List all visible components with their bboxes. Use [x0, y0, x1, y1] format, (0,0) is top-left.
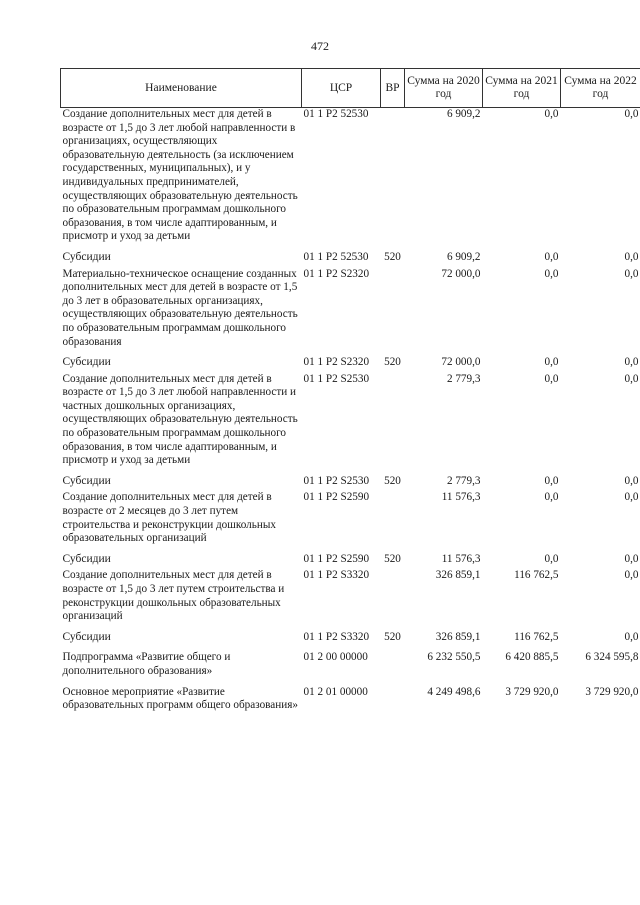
row-name: Субсидии: [62, 356, 111, 369]
row-csr: 01 1 Р2 S2530: [303, 372, 370, 385]
row-sum-2022: 0,0: [624, 356, 639, 369]
row-vr: [381, 268, 405, 353]
row-sum-2021: 0,0: [544, 108, 559, 120]
table-row: [61, 491, 640, 548]
row-vr: 520: [384, 356, 401, 369]
row-sum-2021: 0,0: [544, 356, 559, 369]
row-sum-2022: 0,0: [624, 474, 639, 487]
row-csr: 01 1 Р2 S2320: [303, 267, 370, 280]
row-sum-2022: 0,0: [624, 491, 639, 504]
row-name: Субсидии: [62, 552, 111, 565]
row-sum-2022: 0,0: [624, 250, 639, 263]
row-sum-2020: 326 859,1: [435, 630, 481, 643]
row-csr: 01 1 Р2 52530: [303, 250, 369, 263]
row-vr: 520: [384, 552, 401, 565]
row-vr: [381, 373, 405, 471]
budget-table: [60, 68, 640, 716]
row-name: Материально-техническое оснащение созданных дополнительных мест для детей в возрасте от 1,5 до 3 лет в образовательных организациях, осуществляющих образовательную деятельность по образовательным программам дошкольного образования: [62, 267, 298, 348]
row-csr: 01 1 Р2 S3320: [303, 630, 370, 643]
row-vr: [381, 682, 405, 716]
row-csr: 01 1 Р2 S2590: [303, 552, 370, 565]
header-name: Наименование: [61, 69, 302, 108]
row-sum-2022: 0,0: [624, 267, 639, 280]
table-row: [61, 471, 640, 492]
row-sum-2020: 2 779,3: [446, 474, 481, 487]
row-sum-2022: 0,0: [624, 372, 639, 385]
row-vr: 520: [384, 250, 401, 263]
table-row: [61, 647, 640, 681]
row-vr: 520: [384, 474, 401, 487]
row-sum-2021: 3 729 920,0: [505, 685, 559, 698]
row-csr: 01 1 Р2 S2530: [303, 474, 370, 487]
row-vr: 520: [384, 630, 401, 643]
row-sum-2022: 6 324 595,8: [585, 651, 639, 664]
row-sum-2020: 326 859,1: [435, 569, 481, 582]
row-csr: 01 1 Р2 52530: [303, 108, 369, 120]
row-csr: 01 2 00 00000: [303, 651, 368, 664]
row-sum-2022: 0,0: [624, 108, 639, 120]
header-vr: ВР: [381, 69, 405, 108]
row-sum-2020: 6 909,2: [446, 250, 481, 263]
header-sum-2020: Сумма на 2020 год: [405, 69, 483, 108]
row-name: Субсидии: [62, 250, 111, 263]
row-vr: [381, 647, 405, 681]
row-name: Субсидии: [62, 474, 111, 487]
row-sum-2021: 116 762,5: [514, 630, 559, 643]
row-name: Создание дополнительных мест для детей в возрасте от 1,5 до 3 лет любой направленности и частных дошкольных организациях, осуществляющих образовательную деятельность по образовательным программам дошкольного образования, в том числе адаптированным, и присмотр и уход за детьми: [62, 372, 298, 467]
row-name: Субсидии: [62, 630, 111, 643]
row-csr: 01 2 01 00000: [303, 685, 368, 698]
row-sum-2020: 11 576,3: [441, 491, 481, 504]
table-row: [61, 373, 640, 471]
row-name: Подпрограмма «Развитие общего и дополнительного образования»: [62, 651, 231, 677]
row-sum-2021: 0,0: [544, 491, 559, 504]
row-sum-2021: 0,0: [544, 474, 559, 487]
row-vr: [381, 569, 405, 626]
row-sum-2022: 3 729 920,0: [585, 685, 639, 698]
row-name: Создание дополнительных мест для детей в возрасте от 2 месяцев до 3 лет путем строительства и реконструкции дошкольных образовательных организаций: [62, 491, 276, 545]
row-name: Создание дополнительных мест для детей в возрасте от 1,5 до 3 лет любой направленности в организациях, осуществляющих образовательную деятельность (за исключением государственных, муниципальных), и у индивидуальных предпринимателей, осуществляющих образовательную деятельность по образовательным программам дошкольного образования, в том числе адаптированным, и присмотр и уход за детьми: [62, 108, 298, 243]
row-vr: [381, 491, 405, 548]
row-name: Основное мероприятие «Развитие образовательных программ общего образования»: [62, 685, 298, 712]
row-sum-2022: 0,0: [624, 569, 639, 582]
row-sum-2020: 6 232 550,5: [427, 651, 481, 664]
row-sum-2020: 72 000,0: [441, 267, 481, 280]
header-sum-2021: Сумма на 2021 год: [483, 69, 561, 108]
table-row: [61, 549, 640, 570]
table-header-row: [61, 69, 640, 108]
table-row: [61, 268, 640, 353]
row-sum-2021: 0,0: [544, 372, 559, 385]
row-csr: 01 1 Р2 S3320: [303, 569, 370, 582]
row-sum-2022: 0,0: [624, 552, 639, 565]
row-vr: [381, 108, 405, 247]
row-sum-2020: 11 576,3: [441, 552, 481, 565]
header-sum-2022: Сумма на 2022 год: [561, 69, 640, 108]
table-row: [61, 108, 640, 247]
row-sum-2021: 6 420 885,5: [505, 651, 559, 664]
row-sum-2021: 0,0: [544, 250, 559, 263]
row-sum-2022: 0,0: [624, 630, 639, 643]
table-row: [61, 247, 640, 268]
row-sum-2020: 72 000,0: [441, 356, 481, 369]
row-sum-2020: 4 249 498,6: [427, 685, 481, 698]
row-csr: 01 1 Р2 S2590: [303, 491, 370, 504]
row-csr: 01 1 Р2 S2320: [303, 356, 370, 369]
table-row: [61, 682, 640, 716]
page-number: 472: [311, 39, 329, 53]
header-csr: ЦСР: [302, 69, 381, 108]
table-row: [61, 569, 640, 626]
row-name: Создание дополнительных мест для детей в возрасте от 1,5 до 3 лет путем строительства и реконструкции дошкольных образовательных организаций: [62, 569, 285, 623]
row-sum-2020: 6 909,2: [446, 108, 481, 120]
row-sum-2020: 2 779,3: [446, 372, 481, 385]
row-sum-2021: 0,0: [544, 552, 559, 565]
table-row: [61, 627, 640, 648]
row-sum-2021: 0,0: [544, 267, 559, 280]
row-sum-2021: 116 762,5: [514, 569, 559, 582]
table-row: [61, 352, 640, 373]
